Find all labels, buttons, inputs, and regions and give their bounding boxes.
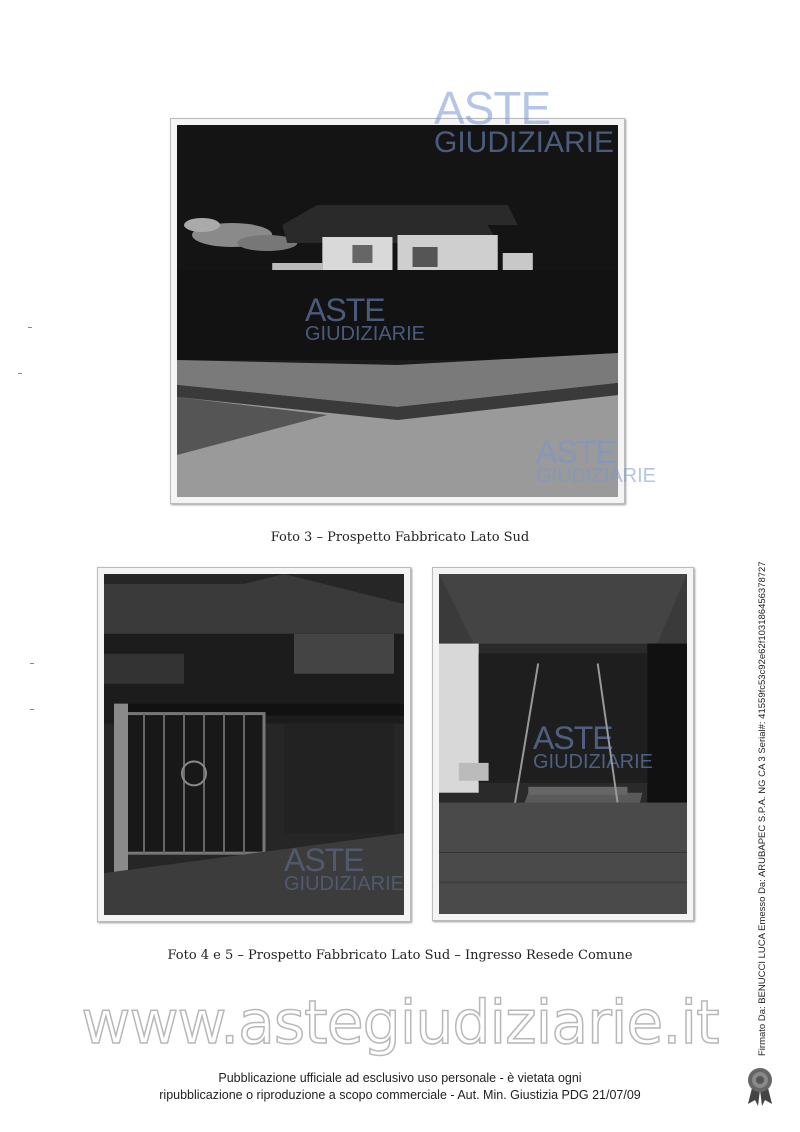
margin-mark — [30, 709, 34, 710]
margin-mark — [28, 327, 32, 328]
watermark-aste: ASTE GIUDIZIARIE — [536, 434, 657, 487]
digital-signature-text: Firmato Da: BENUCCI LUCA Emesso Da: ARUBAPEC S.P.A. NG CA 3 Serial#: 41559fc53c92e62f103186456378727 — [757, 561, 768, 1056]
seal-icon — [744, 1066, 776, 1106]
watermark-aste: ASTE GIUDIZIARIE — [305, 292, 426, 345]
margin-mark — [18, 373, 22, 374]
watermark-aste: ASTE GIUDIZIARIE — [533, 720, 654, 773]
watermark-aste: ASTE GIUDIZIARIE — [434, 82, 615, 160]
site-url-watermark: www.astegiudiziarie.it — [81, 988, 719, 1058]
watermark-aste: ASTE GIUDIZIARIE — [284, 842, 405, 895]
photo-3-caption: Foto 3 – Prospetto Fabbricato Lato Sud — [270, 530, 530, 545]
notice-line-2: ripubblicazione o riproduzione a scopo commerciale - Aut. Min. Giustizia PDG 21/07/09 — [159, 1088, 641, 1102]
photo-4-5-caption: Foto 4 e 5 – Prospetto Fabbricato Lato Sud – Ingresso Resede Comune — [167, 948, 633, 963]
publication-notice — [0, 1070, 800, 1104]
margin-mark — [30, 663, 34, 664]
notice-line-1: Pubblicazione ufficiale ad esclusivo uso personale - è vietata ogni — [218, 1071, 582, 1085]
